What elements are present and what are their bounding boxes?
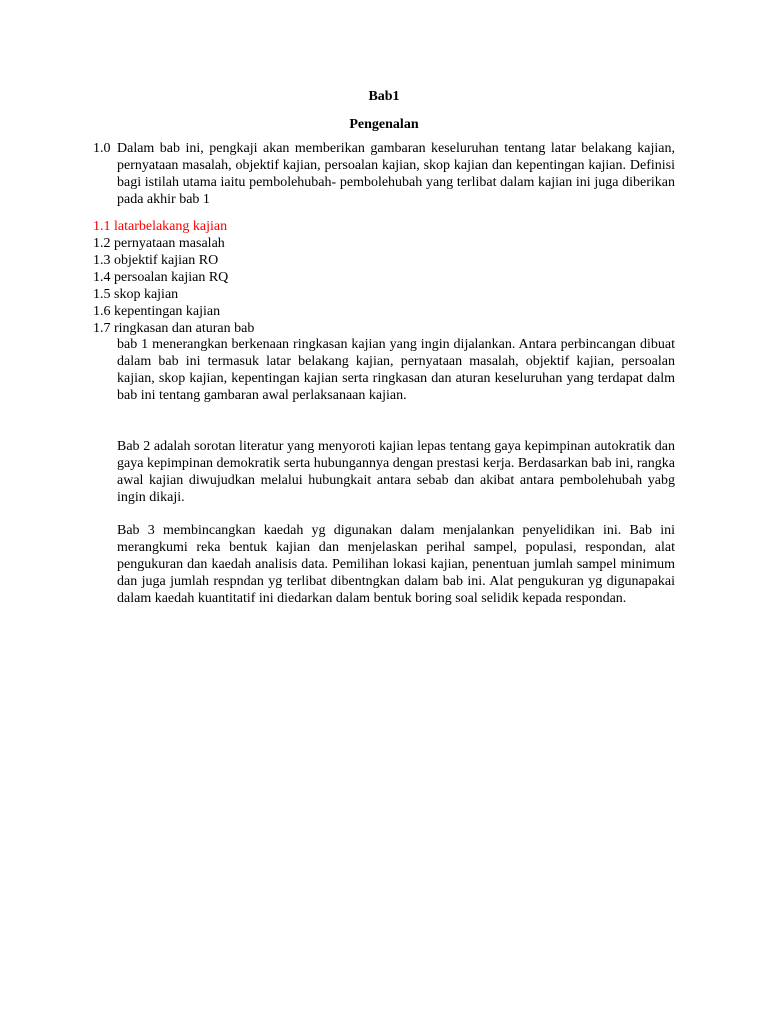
toc-item-1-3: 1.3 objektif kajian RO <box>93 253 219 268</box>
paragraph-bab-3: Bab 3 membincangkan kaedah yg digunakan dalam menjalankan penyelidikan ini. Bab ini merangkumi reka bentuk kajian dan menjelaskan perihal sampel, populasi, respondan, alat pengukuran dan kaedah analisis data. Pemilihan lokasi kajian, penentuan jumlah sampel minimum dan juga jumlah respndan yg terlibat dibentngkan dalam bab ini. Alat pengukuran yg digunapakai dalam kaedah kuantitatif ini diedarkan dalam bentuk boring soal selidik kepada respondan. <box>117 523 675 606</box>
toc-item-1-5: 1.5 skop kajian <box>93 287 179 302</box>
document-title: Bab1 <box>368 89 400 104</box>
toc-item-1-6: 1.6 kepentingan kajian <box>93 304 221 319</box>
toc-item-1-7: 1.7 ringkasan dan aturan bab <box>93 321 255 336</box>
toc-item-1-1: 1.1 latarbelakang kajian <box>93 219 228 234</box>
document-subtitle: Pengenalan <box>349 117 419 132</box>
paragraph-bab-1: bab 1 menerangkan berkenaan ringkasan kajian yang ingin dijalankan. Antara perbincangan dibuat dalam bab ini termasuk latar belakang kajian, pernyataan masalah, objektif kajian, persoalan kajian, skop kajian, kepentingan kajian serta ringkasan dan aturan keseluruhan yang terdapat dalm bab ini tentang gambaran awal perlaksanaan kajian. <box>117 337 675 403</box>
toc-item-1-4: 1.4 persoalan kajian RQ <box>93 270 229 285</box>
intro-paragraph <box>93 140 675 208</box>
toc-item-1-2: 1.2 pernyataan masalah <box>93 236 225 251</box>
chapter-outline <box>93 218 493 337</box>
intro-number: 1.0 <box>93 141 111 156</box>
paragraph-bab-2: Bab 2 adalah sorotan literatur yang menyoroti kajian lepas tentang gaya kepimpinan autokratik dan gaya kepimpinan demokratik serta hubungannya dengan prestasi kerja. Berdasarkan bab ini, rangka awal kajian diwujudkan melalui hubungkait antara sebab dan akibat antara pembolehubah yabg ingin dikaji. <box>117 439 675 505</box>
intro-text: Dalam bab ini, pengkaji akan memberikan gambaran keseluruhan tentang latar belakang kajian, pernyataan masalah, objektif kajian, persoalan kajian, skop kajian dan kepentingan kajian. Definisi bagi istilah utama iaitu pembolehubah- pembolehubah yang terlibat dalam kajian ini juga diberikan pada akhir bab 1 <box>117 141 675 207</box>
